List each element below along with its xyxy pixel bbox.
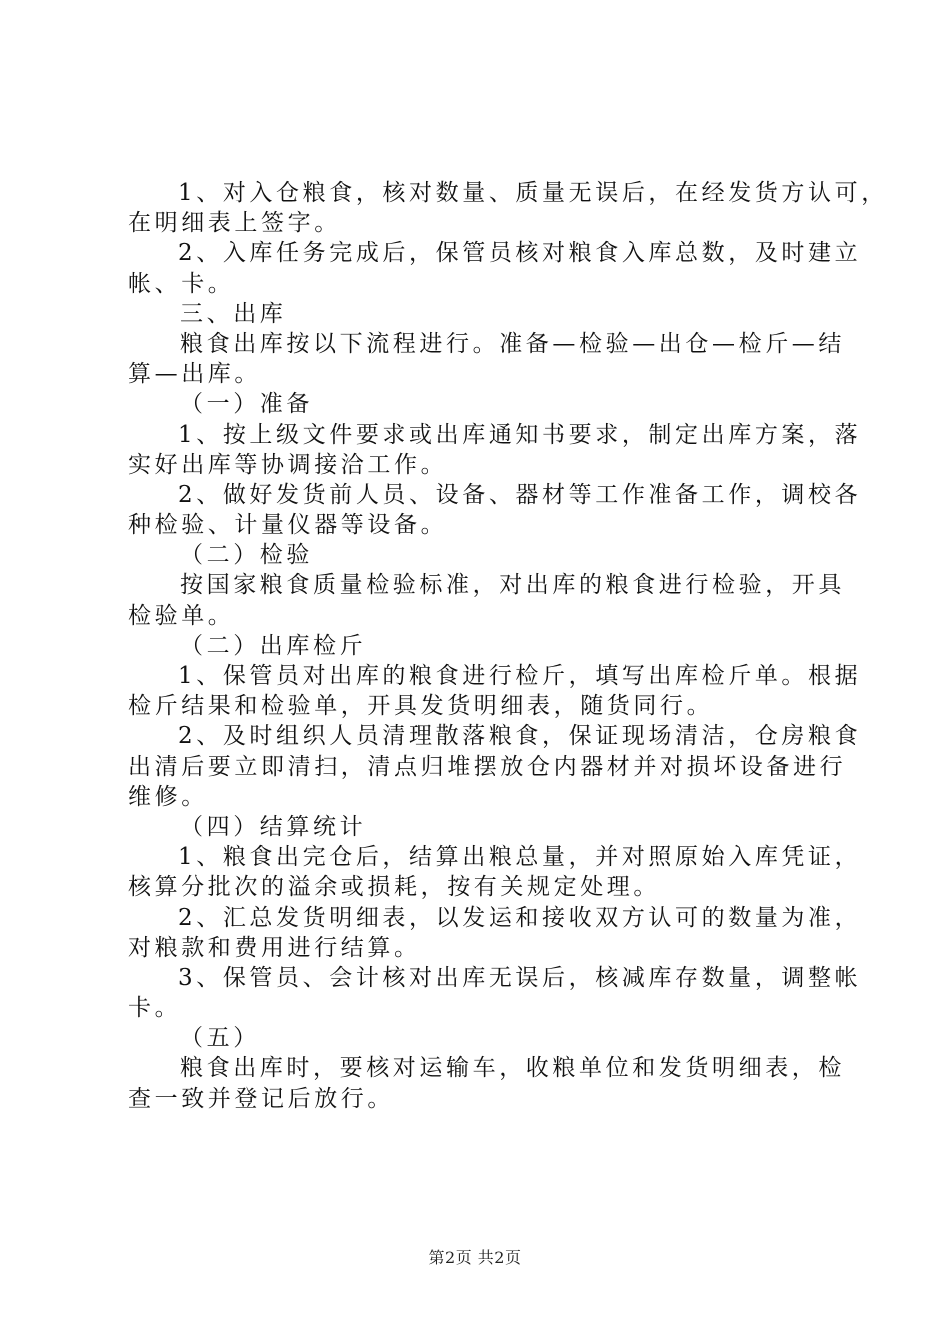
paragraph-line: 算—出库。 <box>128 361 261 388</box>
subsection-heading: （二）出库检斤 <box>180 632 367 659</box>
paragraph-line: 2、汇总发货明细表，以发运和接收双方认可的数量为准， <box>178 904 862 931</box>
subsection-heading: （四）结算统计 <box>180 813 367 840</box>
section-heading: 三、出库 <box>180 300 287 327</box>
paragraph-line: 3、保管员、会计核对出库无误后，核减库存数量，调整帐 <box>178 964 862 991</box>
paragraph-line: 2、及时组织人员清理散落粮食，保证现场清洁，仓房粮食 <box>178 723 862 750</box>
paragraph-line: 核算分批次的溢余或损耗，按有关规定处理。 <box>128 874 660 901</box>
paragraph-line: 对粮款和费用进行结算。 <box>128 934 421 961</box>
paragraph-line: 2、做好发货前人员、设备、器材等工作准备工作，调校各 <box>178 481 862 508</box>
paragraph-line: 检验单。 <box>128 602 235 629</box>
paragraph-line: 出清后要立即清扫，清点归堆摆放仓内器材并对损坏设备进行 <box>128 753 847 780</box>
paragraph-line: 按国家粮食质量检验标准，对出库的粮食进行检验，开具 <box>180 572 845 599</box>
subsection-heading: （一）准备 <box>180 391 313 418</box>
paragraph-line: 检斤结果和检验单，开具发货明细表，随货同行。 <box>128 693 714 720</box>
paragraph-line: 1、保管员对出库的粮食进行检斤，填写出库检斤单。根据 <box>178 663 862 689</box>
paragraph-line: 1、按上级文件要求或出库通知书要求，制定出库方案，落 <box>178 421 862 448</box>
subsection-heading: （五） <box>180 1025 260 1052</box>
paragraph-line: 实好出库等协调接洽工作。 <box>128 451 448 478</box>
paragraph-line: 1、对入仓粮食，核对数量、质量无误后，在经发货方认可， <box>178 180 888 206</box>
paragraph-line: 1、粮食出完仓后，结算出粮总量，并对照原始入库凭证， <box>178 844 862 871</box>
paragraph-line: 种检验、计量仪器等设备。 <box>128 512 448 539</box>
paragraph-line: 帐、卡。 <box>128 270 235 297</box>
paragraph-line: 维修。 <box>128 783 208 810</box>
paragraph-line: 查一致并登记后放行。 <box>128 1085 394 1112</box>
paragraph-line: 粮食出库按以下流程进行。准备—检验—出仓—检斤—结 <box>180 330 845 357</box>
page-footer: 第2页 共2页 <box>428 1248 522 1267</box>
paragraph-line: 卡。 <box>128 995 182 1022</box>
paragraph-line: 2、入库任务完成后，保管员核对粮食入库总数，及时建立 <box>178 240 862 267</box>
paragraph-line: 粮食出库时，要核对运输车，收粮单位和发货明细表，检 <box>180 1055 845 1082</box>
subsection-heading: （二）检验 <box>180 542 313 569</box>
document-body <box>128 178 888 1114</box>
paragraph-line: 在明细表上签字。 <box>128 210 341 237</box>
